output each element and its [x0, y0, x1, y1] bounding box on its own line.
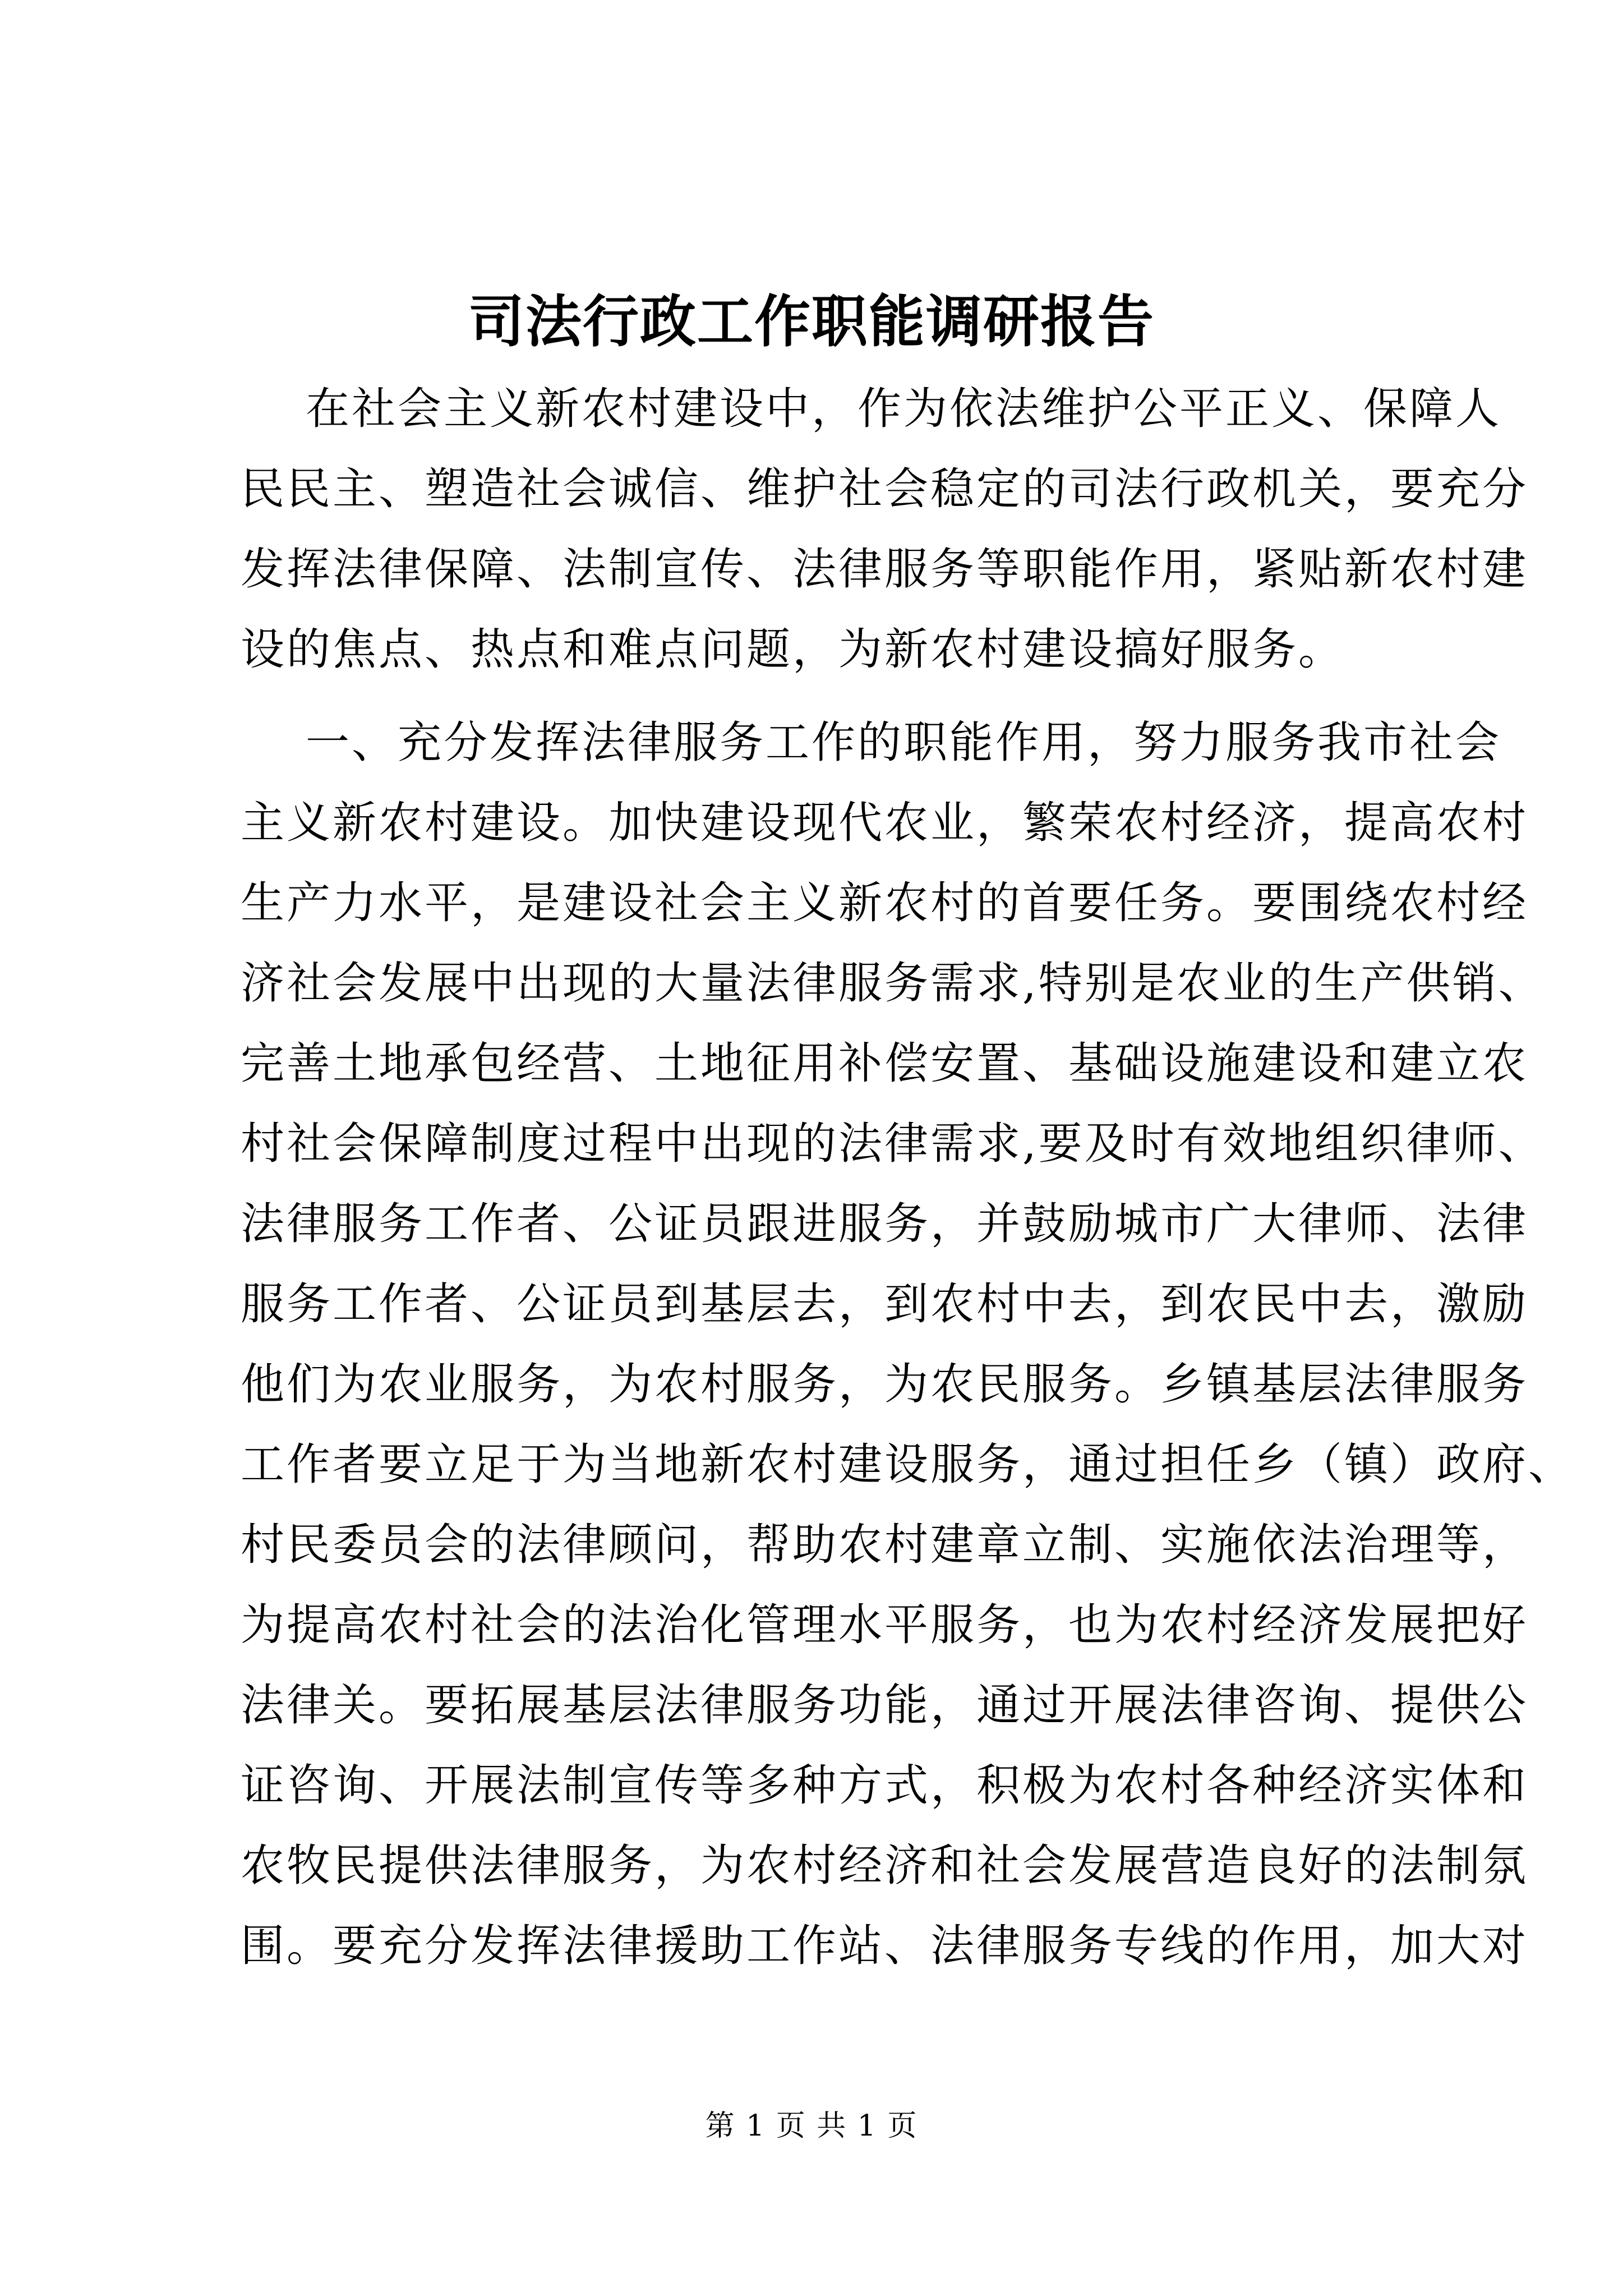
document-title: 司法行政工作职能调研报告: [468, 288, 1155, 355]
body-line: 生产力水平，是建设社会主义新农村的首要任务。要围绕农村经: [241, 878, 1529, 928]
body-line: 主义新农村建设。加快建设现代农业，繁荣农村经济，提高农村: [241, 798, 1529, 848]
body-line: 民民主、塑造社会诚信、维护社会稳定的司法行政机关，要充分: [241, 464, 1529, 514]
body-line: 村民委员会的法律顾问，帮助农村建章立制、实施依法治理等，: [241, 1520, 1529, 1570]
body-line: 在社会主义新农村建设中，作为依法维护公平正义、保障人: [306, 384, 1502, 434]
body-line: 一、充分发挥法律服务工作的职能作用，努力服务我市社会: [306, 717, 1502, 768]
body-line: 他们为农业服务，为农村服务，为农民服务。乡镇基层法律服务: [241, 1359, 1529, 1410]
body-line: 农牧民提供法律服务，为农村经济和社会发展营造良好的法制氛: [241, 1841, 1529, 1891]
body-line: 设的焦点、热点和难点问题，为新农村建设搞好服务。: [241, 624, 1345, 675]
body-line: 发挥法律保障、法制宣传、法律服务等职能作用，紧贴新农村建: [241, 544, 1529, 595]
body-line: 济社会发展中出现的大量法律服务需求,特别是农业的生产供销、: [241, 958, 1544, 1009]
body-line: 工作者要立足于为当地新农村建设服务，通过担任乡（镇）政府、: [241, 1439, 1575, 1490]
body-line: 围。要充分发挥法律援助工作站、法律服务专线的作用，加大对: [241, 1921, 1529, 1971]
body-line: 村社会保障制度过程中出现的法律需求,要及时有效地组织律师、: [241, 1119, 1544, 1169]
body-line: 完善土地承包经营、土地征用补偿安置、基础设施建设和建立农: [241, 1038, 1529, 1089]
body-line: 服务工作者、公证员到基层去，到农村中去，到农民中去，激励: [241, 1279, 1529, 1329]
body-line: 证咨询、开展法制宣传等多种方式，积极为农村各种经济实体和: [241, 1760, 1529, 1811]
body-line: 法律关。要拓展基层法律服务功能，通过开展法律咨询、提供公: [241, 1680, 1529, 1731]
body-line: 为提高农村社会的法治化管理水平服务，也为农村经济发展把好: [241, 1600, 1529, 1650]
page-footer: 第 1 页 共 1 页: [705, 2109, 918, 2143]
body-line: 法律服务工作者、公证员跟进服务，并鼓励城市广大律师、法律: [241, 1199, 1529, 1249]
